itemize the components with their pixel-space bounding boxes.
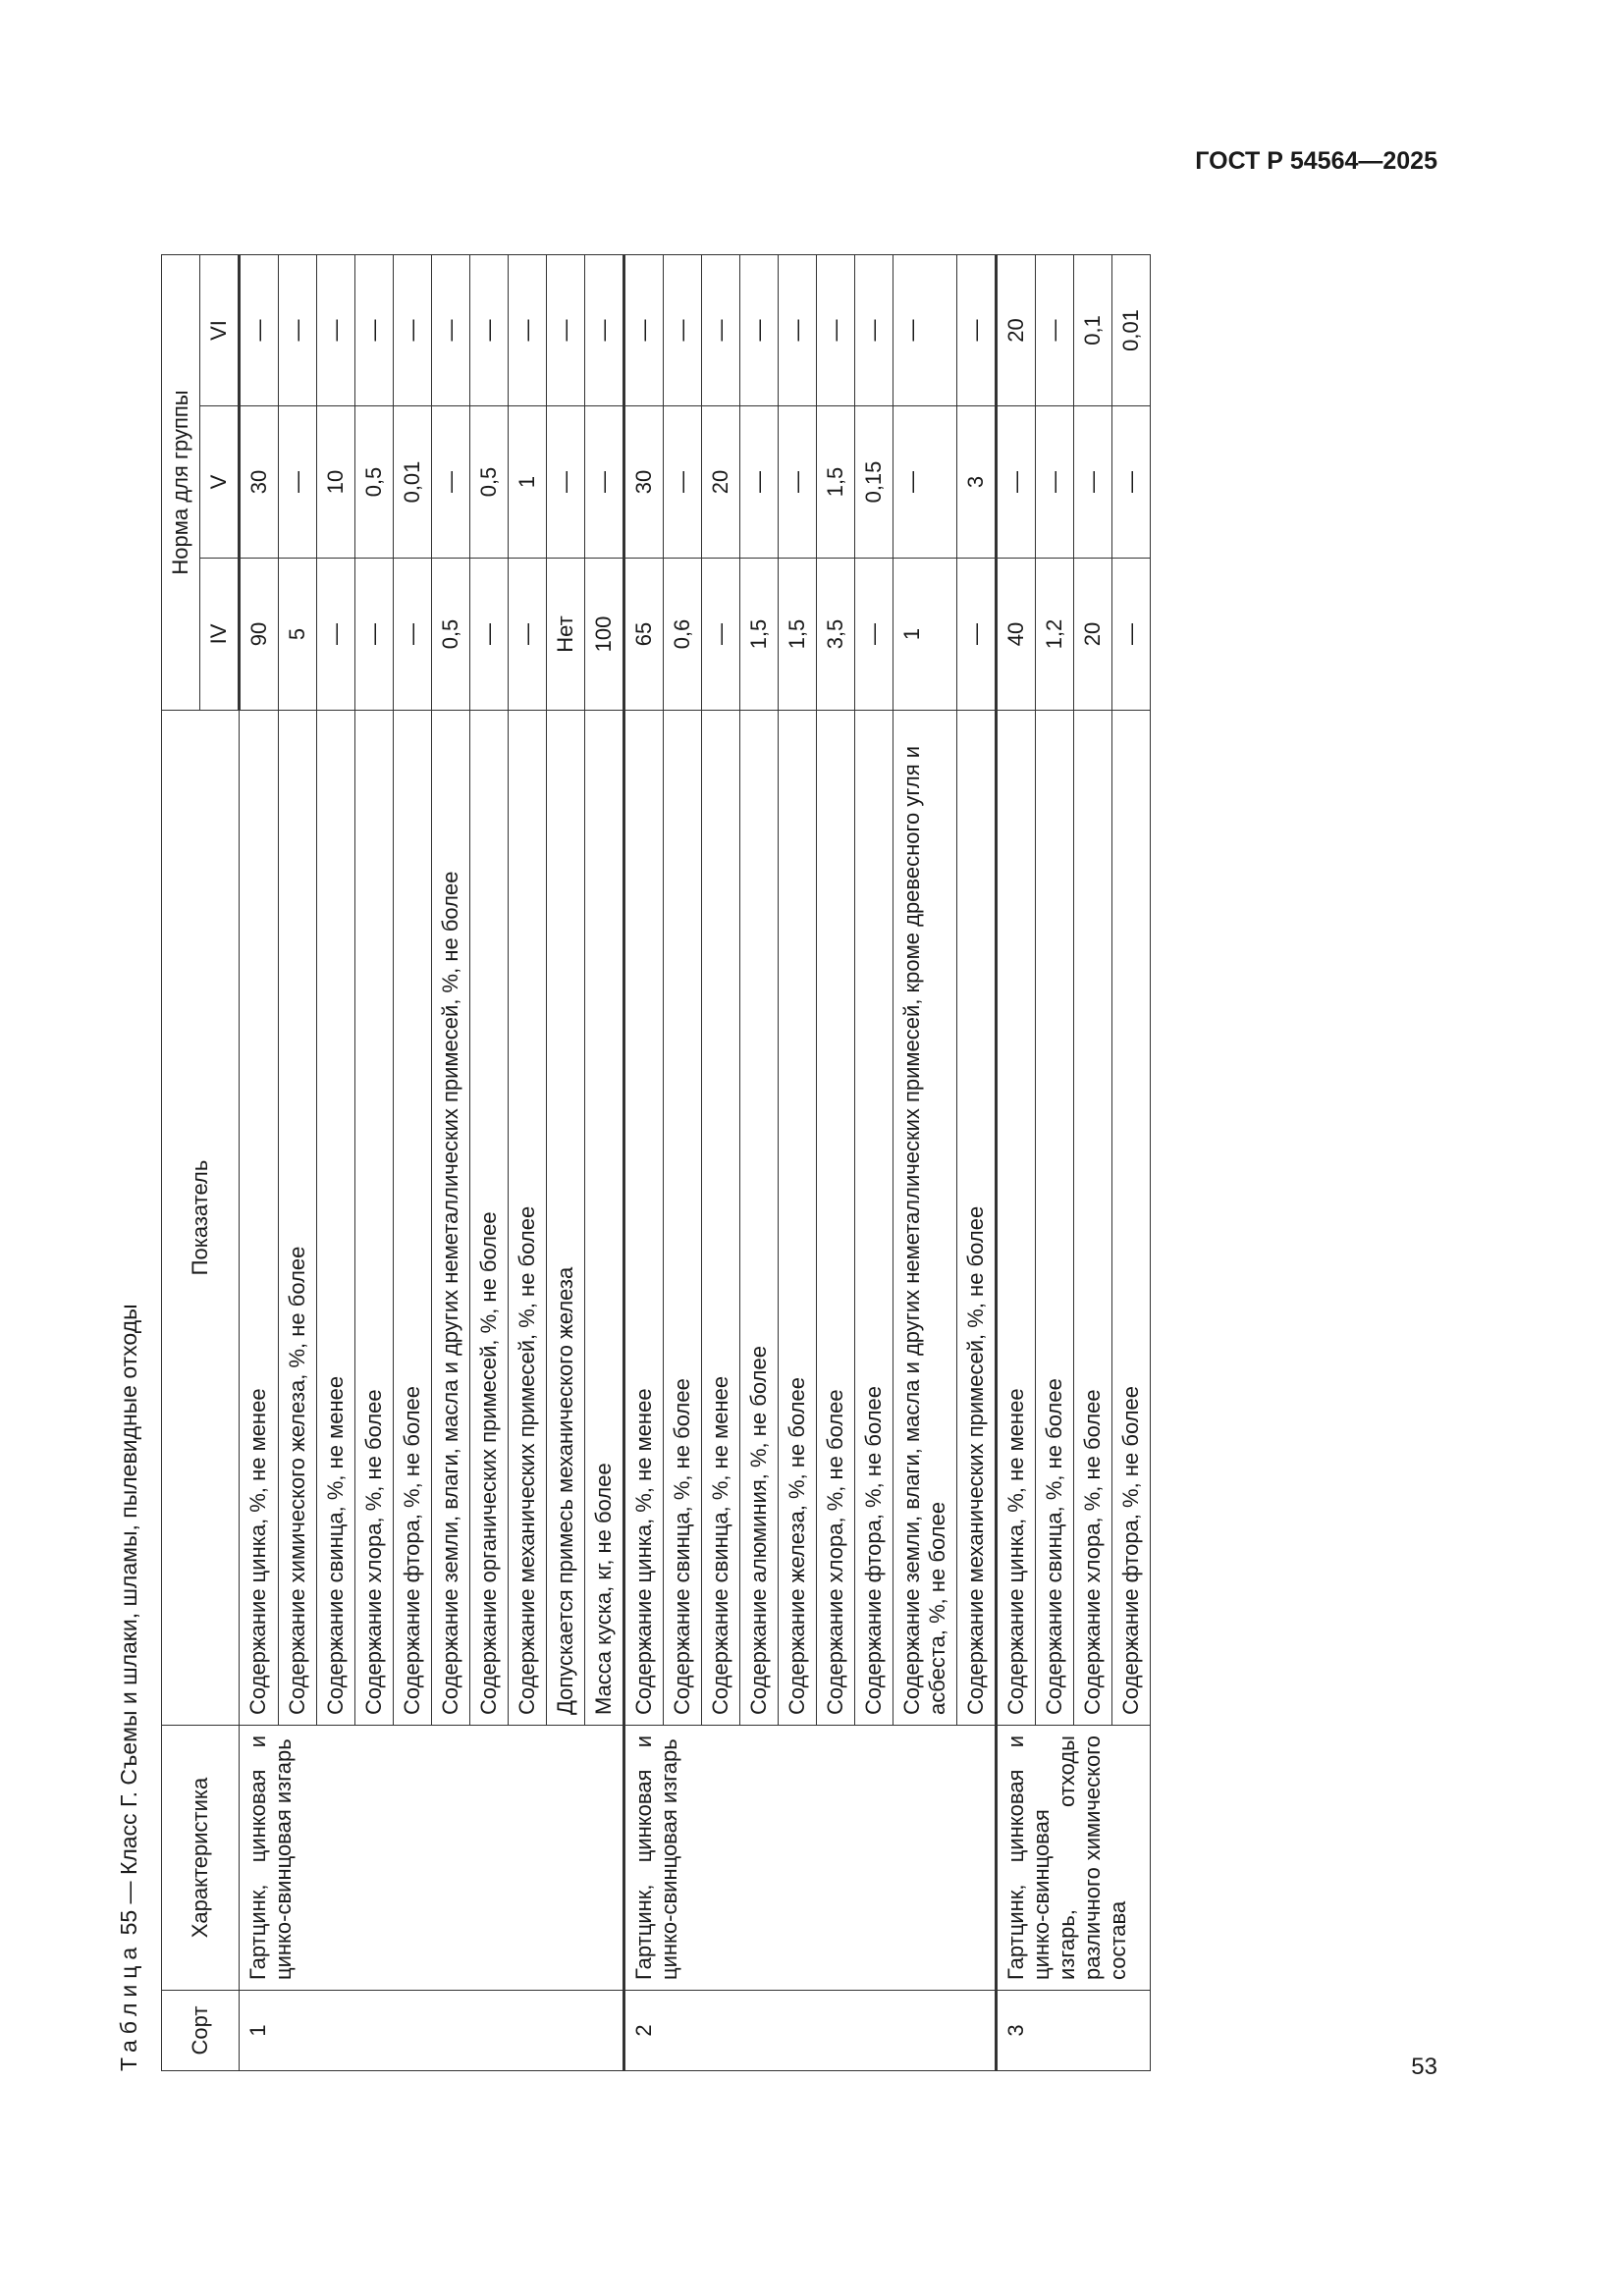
norm-cell-vi: — [547, 254, 585, 405]
norm-cell-iv: — [470, 559, 509, 711]
header-group-iv: IV [200, 559, 240, 711]
header-group-vi: VI [200, 254, 240, 405]
indicator-cell: Содержание алюминия, %, не более [740, 711, 779, 1726]
norm-cell-vi: — [1036, 254, 1074, 405]
sort-cell: 3 [997, 1991, 1151, 2071]
norm-cell-vi: — [855, 254, 893, 405]
norm-cell-vi: — [355, 254, 394, 405]
norm-cell-iv: — [317, 559, 355, 711]
norm-cell-vi: — [509, 254, 547, 405]
indicator-cell: Содержание свинца, %, не менее [317, 711, 355, 1726]
norm-cell-vi: — [893, 254, 957, 405]
table-row [240, 254, 279, 2070]
norm-cell-vi: — [470, 254, 509, 405]
norm-cell-v: 10 [317, 406, 355, 559]
sort-cell: 1 [240, 1991, 624, 2071]
norm-cell-iv: 1,5 [740, 559, 779, 711]
norm-cell-iv: — [1112, 559, 1151, 711]
norm-cell-iv: 0,6 [664, 559, 702, 711]
table-body [240, 254, 1151, 2070]
indicator-cell: Содержание свинца, %, не более [1036, 711, 1074, 1726]
indicator-cell: Содержание свинца, %, не менее [702, 711, 740, 1726]
norm-cell-v: 1 [509, 406, 547, 559]
document-code: ГОСТ Р 54564—2025 [1195, 147, 1437, 175]
header-characteristic: Характеристика [162, 1726, 240, 1991]
norm-cell-vi: 20 [997, 254, 1036, 405]
table-row [997, 254, 1036, 2070]
norm-cell-v: — [279, 406, 317, 559]
indicator-cell: Содержание цинка, %, не менее [624, 711, 664, 1726]
norm-cell-v: — [585, 406, 624, 559]
norm-cell-iv: — [702, 559, 740, 711]
header-sort: Сорт [162, 1991, 240, 2071]
norm-cell-vi: — [279, 254, 317, 405]
norm-cell-iv: — [355, 559, 394, 711]
norm-cell-vi: — [779, 254, 817, 405]
characteristic-cell: Гартцинк, цинковая и цинко-свинцовая изгарь, отходы различного химического состава [997, 1726, 1151, 1991]
indicator-cell: Содержание фтора, %, не более [394, 711, 432, 1726]
indicator-cell: Содержание фтора, %, не более [855, 711, 893, 1726]
norm-cell-vi: — [740, 254, 779, 405]
indicator-cell: Содержание цинка, %, не менее [240, 711, 279, 1726]
norm-cell-v: 20 [702, 406, 740, 559]
norm-cell-vi: — [957, 254, 997, 405]
norm-cell-vi: — [817, 254, 855, 405]
norm-cell-v: — [664, 406, 702, 559]
header-norm: Норма для группы [162, 254, 200, 710]
norm-cell-iv: 40 [997, 559, 1036, 711]
indicator-cell: Содержание земли, влаги, масла и других неметаллических примесей, %, не более [432, 711, 470, 1726]
page-number: 53 [1411, 2054, 1437, 2080]
indicator-cell: Содержание хлора, %, не более [817, 711, 855, 1726]
norm-cell-iv: — [855, 559, 893, 711]
norm-cell-v: — [997, 406, 1036, 559]
norm-cell-v: 30 [240, 406, 279, 559]
norm-cell-vi: — [317, 254, 355, 405]
norm-cell-vi: — [702, 254, 740, 405]
indicator-cell: Содержание цинка, %, не менее [997, 711, 1036, 1726]
norm-cell-iv: 1 [893, 559, 957, 711]
norm-cell-vi: — [240, 254, 279, 405]
indicator-cell: Содержание хлора, %, не более [1074, 711, 1112, 1726]
indicator-cell: Содержание свинца, %, не более [664, 711, 702, 1726]
norm-cell-vi: — [664, 254, 702, 405]
norm-cell-v: 3 [957, 406, 997, 559]
norm-cell-v: 0,01 [394, 406, 432, 559]
table-caption [112, 245, 161, 2071]
norm-cell-v: — [779, 406, 817, 559]
sort-cell: 2 [624, 1991, 997, 2071]
indicator-cell: Масса куска, кг, не более [585, 711, 624, 1726]
norm-cell-iv: — [509, 559, 547, 711]
norm-cell-vi: 0,1 [1074, 254, 1112, 405]
table-caption-prefix: Таблица [116, 1941, 141, 2071]
norm-cell-v: — [1036, 406, 1074, 559]
norm-cell-v: — [893, 406, 957, 559]
norm-cell-vi: — [624, 254, 664, 405]
norm-cell-v: — [1074, 406, 1112, 559]
header-indicator: Показатель [162, 711, 240, 1726]
norm-cell-v: 0,5 [355, 406, 394, 559]
norm-cell-v: 30 [624, 406, 664, 559]
indicator-cell: Содержание хлора, %, не более [355, 711, 394, 1726]
norm-cell-v: — [740, 406, 779, 559]
table-row [624, 254, 664, 2070]
norm-cell-iv: 5 [279, 559, 317, 711]
norm-cell-v: — [547, 406, 585, 559]
indicator-cell: Содержание механических примесей, %, не более [509, 711, 547, 1726]
norm-cell-vi: 0,01 [1112, 254, 1151, 405]
norm-cell-iv: Нет [547, 559, 585, 711]
rotated-table-block [112, 245, 1428, 2071]
indicator-cell: Содержание органических примесей, %, не более [470, 711, 509, 1726]
norm-cell-iv: 1,5 [779, 559, 817, 711]
norm-cell-iv: 100 [585, 559, 624, 711]
norm-cell-v: — [1112, 406, 1151, 559]
norm-cell-iv: 90 [240, 559, 279, 711]
norm-cell-iv: 3,5 [817, 559, 855, 711]
indicator-cell: Содержание железа, %, не более [779, 711, 817, 1726]
norm-cell-vi: — [585, 254, 624, 405]
norm-cell-iv: — [394, 559, 432, 711]
norm-cell-v: 1,5 [817, 406, 855, 559]
table-caption-text: 55 — Класс Г. Съемы и шлаки, шламы, пылевидные отходы [116, 1304, 141, 1942]
indicator-cell: Содержание механических примесей, %, не более [957, 711, 997, 1726]
norm-cell-iv: 20 [1074, 559, 1112, 711]
characteristic-cell: Гартцинк, цинковая и цинко-свинцовая изгарь [240, 1726, 624, 1991]
norm-cell-iv: 65 [624, 559, 664, 711]
header-group-v: V [200, 406, 240, 559]
indicator-cell: Допускается примесь механического железа [547, 711, 585, 1726]
norm-cell-v: — [432, 406, 470, 559]
norm-cell-vi: — [394, 254, 432, 405]
data-table [161, 254, 1151, 2071]
norm-cell-iv: 0,5 [432, 559, 470, 711]
indicator-cell: Содержание химического железа, %, не более [279, 711, 317, 1726]
norm-cell-v: 0,15 [855, 406, 893, 559]
indicator-cell: Содержание фтора, %, не более [1112, 711, 1151, 1726]
norm-cell-iv: — [957, 559, 997, 711]
indicator-cell: Содержание земли, влаги, масла и других неметаллических примесей, кроме древесного угля и асбеста, %, не более [893, 711, 957, 1726]
norm-cell-vi: — [432, 254, 470, 405]
norm-cell-iv: 1,2 [1036, 559, 1074, 711]
characteristic-cell: Гартцинк, цинковая и цинко-свинцовая изгарь [624, 1726, 997, 1991]
norm-cell-v: 0,5 [470, 406, 509, 559]
